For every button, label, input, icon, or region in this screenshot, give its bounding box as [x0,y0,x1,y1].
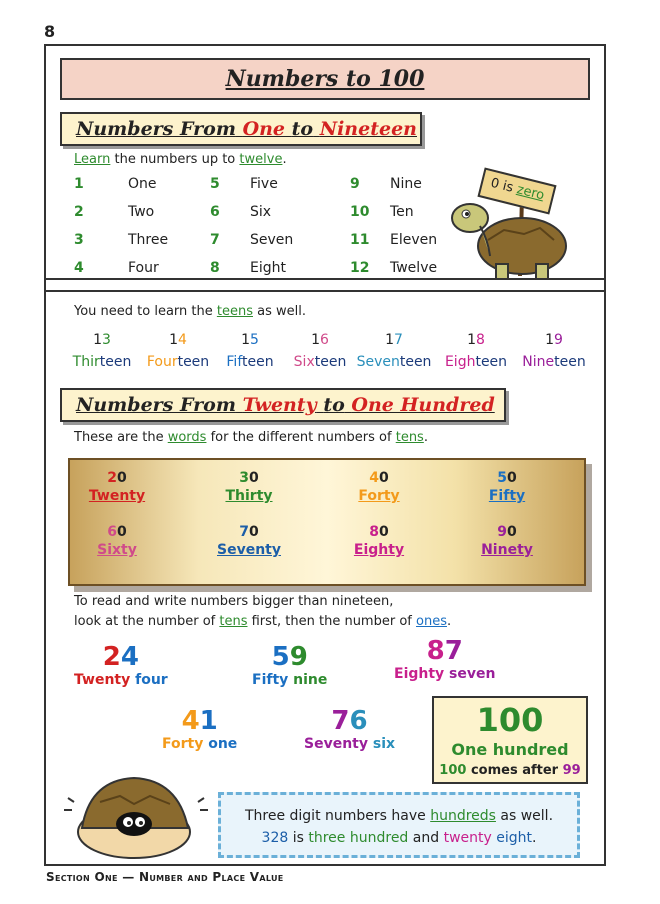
number-digit: 2 [74,204,84,220]
page-footer: Section One — Number and Place Value [46,870,284,884]
teen-number [62,332,142,348]
tens-digit-zero: 0 [249,524,259,540]
tens-digit-one: 8 [369,524,379,540]
hundred-box [432,696,588,784]
teen-digit-one: 1 [169,332,178,348]
teen-digit-two: 8 [476,332,485,348]
tens-intro [74,430,428,445]
read-tens: tens [219,614,248,629]
teen-number [514,332,594,348]
teen-number [436,332,516,348]
after-99: 99 [562,763,581,778]
number-digit: 11 [350,232,370,248]
tens-digit-one: 9 [497,524,507,540]
teen-digit-one: 1 [93,332,102,348]
number-digit: 6 [210,204,220,220]
read-line-1: To read and write numbers bigger than nineteen, [74,594,394,609]
heading-twenty: Twenty [242,394,317,416]
teen-word [147,354,209,370]
tens-word: Ninety [481,542,533,558]
heading-text: Numbers From [76,118,236,140]
example-ones-digit: 7 [444,636,463,666]
number-digit: 5 [210,176,220,192]
words-word: words [167,430,207,445]
three-digit-note [218,792,580,858]
number-digit: 10 [350,204,370,220]
learn-mid: the numbers up to [110,152,240,167]
teen-digit-one: 1 [467,332,476,348]
number-digit: 12 [350,260,370,276]
number-word: Ten [390,204,414,220]
tens-digit-zero: 0 [117,470,127,486]
tens-number [72,524,162,540]
tens-digit-one: 6 [107,524,117,540]
example-number [74,642,168,688]
number-word: Three [128,232,169,248]
heading-nineteen: Nineteen [319,118,417,140]
example-digits [394,636,495,666]
tens-digit-zero: 0 [379,470,389,486]
tens-number [462,524,552,540]
note-line-2 [221,827,577,849]
number-word: Two [128,204,155,220]
teen-suffix: teen [314,354,347,370]
hundred-after [434,763,586,778]
teen-stem: Six [293,354,315,370]
tens-item [462,470,552,504]
number-word: Seven [250,232,294,248]
example-number [394,636,495,682]
teen-digit-one: 1 [385,332,394,348]
number-word: Nine [390,176,422,192]
read-mid: first, then the number of [247,614,416,629]
example-ones-word: nine [288,672,328,688]
teen-suffix: teen [475,354,508,370]
example-words [304,736,395,752]
tens-intro-end: . [423,430,428,445]
note-pre: Three digit numbers have [244,808,431,824]
after-100: 100 [439,763,467,778]
example-words [74,672,168,688]
tens-number [462,470,552,486]
number-digit: 8 [210,260,220,276]
tens-digit-one: 2 [107,470,117,486]
tens-word: Seventy [217,542,281,558]
tens-digit-one: 3 [239,470,249,486]
tens-word: Eighty [353,542,405,558]
example-tens-digit: 5 [271,642,290,672]
hiding-tortoise-illustration [60,762,210,864]
teen-word [522,354,585,370]
tens-item [72,470,162,504]
tens-word: Sixty [97,542,137,558]
tens-digit-zero: 0 [379,524,389,540]
note-end: . [531,830,537,846]
page-number: 8 [44,22,56,41]
teen-item [62,332,142,370]
example-words [162,736,237,752]
heading2-text: Numbers From [76,394,236,416]
tens-word: Twenty [88,488,146,504]
teen-digit-two: 7 [394,332,403,348]
example-digits [74,642,168,672]
example-tens-word: Seventy [304,736,368,752]
tens-intro-mid: for the different numbers of [206,430,396,445]
note-eight: eight [491,830,532,846]
example-ones-digit: 6 [349,706,368,736]
tens-number [72,470,162,486]
teen-suffix: teen [177,354,210,370]
example-digits [252,642,327,672]
example-ones-word: four [130,672,168,688]
teen-digit-one: 1 [311,332,320,348]
tens-digit-one: 7 [239,524,249,540]
teens-word: teens [216,304,253,319]
example-number [304,706,395,752]
tens-digit-zero: 0 [507,524,517,540]
example-number [162,706,237,752]
read-ones: ones [416,614,447,629]
number-word: Five [250,176,278,192]
teen-digit-one: 1 [241,332,250,348]
read-line2-pre: look at the number of [74,614,220,629]
example-ones-word: seven [444,666,496,682]
section-heading-twenty-to-hundred [60,388,506,422]
hundred-number: 100 [476,701,544,739]
twelve-word: twelve [239,152,283,167]
teens-intro-post: as well. [252,304,306,319]
teen-word [445,354,507,370]
teen-stem: Thir [72,354,100,370]
read-end: . [446,614,452,629]
example-tens-word: Twenty [74,672,131,688]
section-heading-one-to-nineteen [60,112,422,146]
teen-number [138,332,218,348]
example-ones-digit: 9 [289,642,308,672]
teen-stem: Fif [226,354,242,370]
tens-digit-zero: 0 [507,470,517,486]
note-three-hundred: three hundred [308,830,409,846]
example-ones-word: six [367,736,396,752]
teen-item [280,332,360,370]
example-tens-digit: 8 [426,636,445,666]
example-tens-digit: 7 [331,706,350,736]
learn-intro [74,152,287,167]
teen-word [294,354,347,370]
learn-end: . [282,152,287,167]
tens-item [72,524,162,558]
tens-item [204,524,294,558]
sign-zero-word: zero [515,182,546,204]
teen-digit-one: 1 [545,332,554,348]
teen-number [354,332,434,348]
note-line-1 [221,805,577,827]
teen-stem: Eigh [444,354,476,370]
teen-item [354,332,434,370]
teens-intro-pre: You need to learn the [74,304,217,319]
example-words [394,666,495,682]
section-divider-band [46,278,604,292]
teen-digit-two: 9 [554,332,563,348]
teen-suffix: teen [554,354,586,370]
tens-item [334,470,424,504]
example-digits [162,706,237,736]
sign-zero: 0 [488,175,501,193]
note-and: and [408,830,444,846]
learn-link: Learn [74,152,111,167]
note-post: as well. [495,808,554,824]
tens-number [334,524,424,540]
example-tens-word: Eighty [394,666,445,682]
tens-word: Thirty [225,488,273,504]
read-line-2 [74,614,451,629]
tens-item [204,470,294,504]
tens-word: Forty [358,488,400,504]
tens-item [334,524,424,558]
number-digit: 9 [350,176,360,192]
note-twenty: twenty [443,830,492,846]
tens-intro-pre: These are the [74,430,168,445]
heading-one: One [242,118,286,140]
number-digit: 4 [74,260,84,276]
teen-digit-two: 4 [178,332,187,348]
teen-word [226,354,273,370]
tens-word: Fifty [488,488,526,504]
example-number [252,642,327,688]
page-frame [44,44,606,866]
tens-digit-zero: 0 [249,470,259,486]
teen-word [73,354,132,370]
example-ones-digit: 4 [120,642,139,672]
tens-word: tens [395,430,424,445]
teen-number [210,332,290,348]
number-word: Four [128,260,159,276]
example-tens-word: Forty [162,736,204,752]
sign-is: is [497,177,519,197]
teen-digit-two: 6 [320,332,329,348]
teen-item [436,332,516,370]
after-text: comes after [466,763,563,778]
tens-digit-zero: 0 [117,524,127,540]
number-word: Eleven [390,232,438,248]
teen-stem: Four [146,354,178,370]
number-word: Six [250,204,272,220]
teen-suffix: teen [399,354,432,370]
tens-number [204,470,294,486]
teen-word [357,354,432,370]
tens-number [204,524,294,540]
teen-stem: Seven [356,354,400,370]
heading-to: to [291,118,314,140]
number-digit: 3 [74,232,84,248]
teen-suffix: teen [242,354,274,370]
teen-stem: Nine [522,354,555,370]
example-words [252,672,327,688]
example-ones-word: one [203,736,238,752]
note-is: is [288,830,309,846]
tens-scroll-panel [68,458,586,586]
note-328: 328 [261,830,289,846]
heading-one-hundred: One Hundred [351,394,495,416]
example-tens-digit: 4 [181,706,200,736]
example-digits [304,706,395,736]
teen-digit-two: 5 [250,332,259,348]
example-tens-word: Fifty [252,672,289,688]
number-word: Twelve [390,260,438,276]
number-word: Eight [250,260,286,276]
number-digit: 1 [74,176,84,192]
tens-item [462,524,552,558]
note-hundreds: hundreds [430,808,496,824]
teen-suffix: teen [99,354,132,370]
heading2-to: to [323,394,345,416]
hundred-word: One hundred [451,740,569,759]
teen-item [514,332,594,370]
example-ones-digit: 1 [199,706,218,736]
example-tens-digit: 2 [102,642,121,672]
tens-number [334,470,424,486]
number-word: One [128,176,157,192]
page-title: Numbers to 100 [225,66,425,92]
teen-item [138,332,218,370]
title-bar [60,58,590,100]
teen-digit-two: 3 [102,332,111,348]
number-digit: 7 [210,232,220,248]
teen-number [280,332,360,348]
teens-intro [74,304,306,319]
teen-item [210,332,290,370]
tens-digit-one: 5 [497,470,507,486]
tens-digit-one: 4 [369,470,379,486]
